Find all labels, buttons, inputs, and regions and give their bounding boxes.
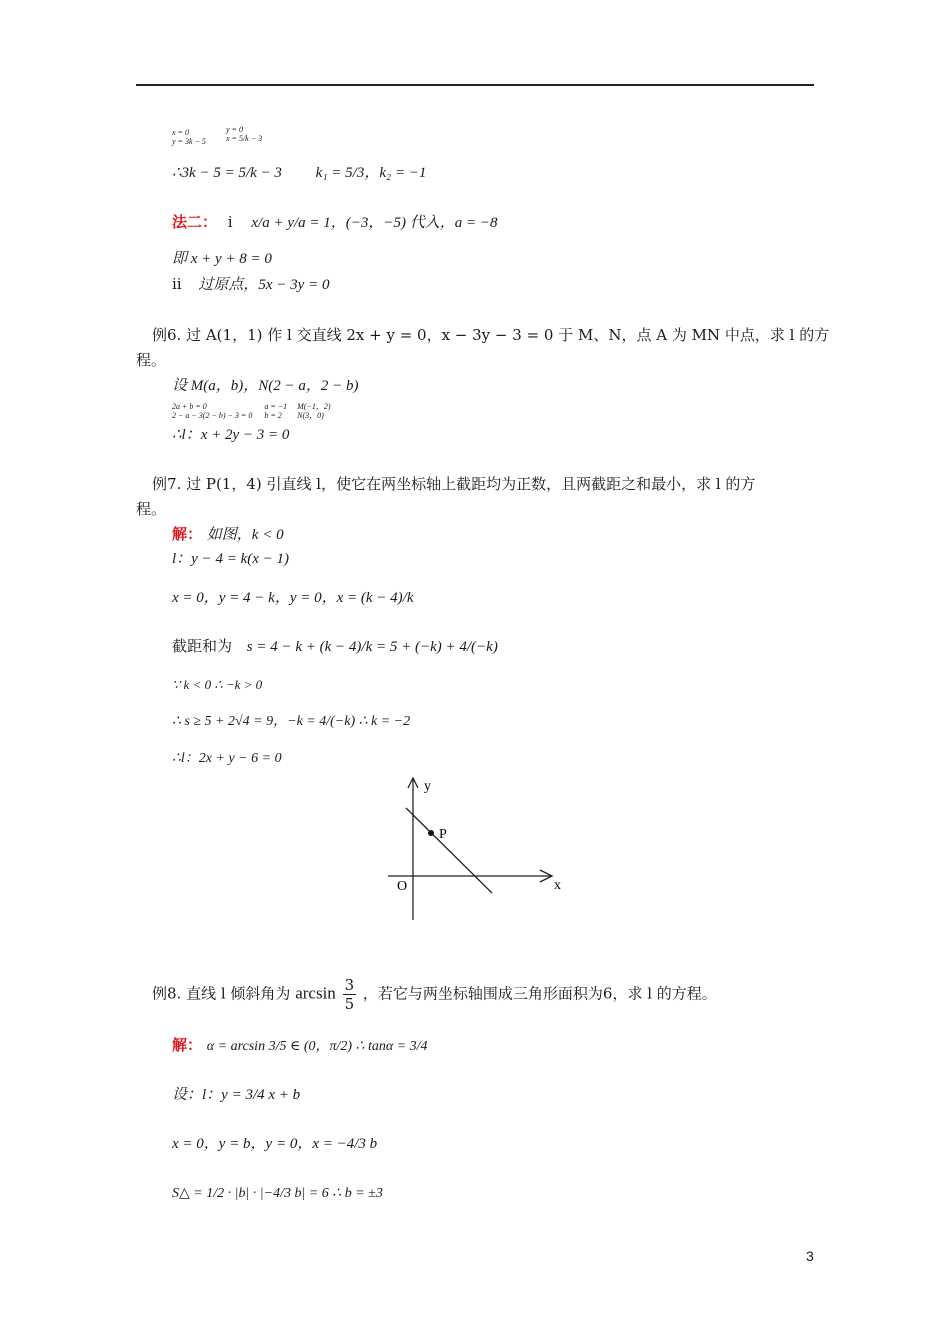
example-8-fraction-den: 5	[344, 995, 355, 1013]
example-6-point-n: N(3，0)	[297, 411, 324, 420]
example-6-title: 例6. 过 A(1，1) 作 l 交直线 2x + y = 0，x − 3y − 3 = 0 于 M、N，点 A 为 MN 中点，求 l 的方	[152, 326, 830, 344]
method-2-item-2-num: ii	[172, 275, 182, 293]
fig-label-y: y	[424, 779, 431, 794]
example-7-solve	[172, 524, 284, 545]
method-2-item-1-text: x/a + y/a = 1，(−3，−5) 代入，a = −8	[251, 215, 498, 231]
example-8-fraction	[343, 976, 357, 1013]
example-7-solve-label: 解：	[172, 525, 203, 543]
system-1-eq-b: y = 3k − 5	[172, 137, 206, 146]
method-2-line-ji: 即 x + y + 8 = 0	[172, 251, 272, 267]
example-7-because: ∵ k < 0 ∴ −k > 0	[172, 677, 263, 692]
system-2	[226, 125, 262, 143]
example-6-set: 设 M(a，b)，N(2 − a，2 − b)	[172, 378, 359, 394]
header-rule	[136, 84, 814, 86]
therefore-equation	[172, 163, 426, 183]
example-8-arcsin: arcsin	[295, 983, 336, 1003]
example-8-area: S△ = 1/2 · |b| · |−4/3 b| = 6 ∴ b = ±3	[172, 1186, 383, 1201]
example-8-fraction-num: 3	[344, 976, 355, 994]
example-8-title	[152, 976, 717, 1013]
example-6-system	[172, 402, 331, 420]
k-roots: k₁ = 5/3，k₂ = −1	[315, 165, 427, 181]
example-8-solve-label: 解：	[172, 1036, 203, 1054]
page-number: 3	[806, 1248, 814, 1264]
example-7-sum-eq: s = 4 − k + (k − 4)/k = 5 + (−k) + 4/(−k)	[246, 639, 498, 655]
fig-label-o: O	[397, 879, 408, 894]
system-2-eq-b: x = 5/k − 3	[226, 134, 263, 143]
method-2-label: 法二：	[172, 213, 218, 231]
example-8-intercepts: x = 0，y = b，y = 0，x = −4/3 b	[172, 1136, 378, 1152]
example-7-inequality: ∴ s ≥ 5 + 2√4 = 9，−k = 4/(−k) ∴ k = −2	[172, 714, 411, 729]
system-1	[172, 128, 206, 146]
example-6-title-cont: 程。	[136, 351, 167, 369]
example-6-sol-a: a = −1	[264, 402, 288, 411]
point-p	[428, 830, 434, 836]
example-8-alpha-line: α = arcsin 3/5 ∈ (0，π/2) ∴ tanα = 3/4	[206, 1039, 428, 1054]
method-2-line	[172, 212, 498, 233]
example-7-sum-label: 截距和为	[172, 637, 233, 655]
line-l	[406, 808, 492, 893]
example-7-line-l: l：y − 4 = k(x − 1)	[172, 551, 289, 567]
example-7-title-cont: 程。	[136, 500, 167, 518]
method-2-item-2	[172, 274, 329, 295]
example-7-sum	[172, 636, 498, 657]
method-2-item-2-text: 过原点，5x − 3y = 0	[198, 277, 330, 293]
fig-label-p: P	[439, 827, 447, 842]
example-7-intercepts: x = 0，y = 4 − k，y = 0，x = (k − 4)/k	[172, 590, 414, 606]
example-7-answer: ∴l：2x + y − 6 = 0	[172, 751, 282, 766]
example-8-title-a: 例8. 直线 l 倾斜角为	[152, 984, 291, 1003]
example-6-point-m: M(−1，2)	[297, 402, 331, 411]
system-1-eq-a: x = 0	[172, 128, 189, 137]
example-6-answer: ∴l：x + 2y − 3 = 0	[172, 427, 290, 443]
example-6-sys-a: 2a + b = 0	[172, 402, 207, 411]
example-7-figure	[380, 770, 570, 925]
example-8-set-line: 设：l：y = 3/4 x + b	[172, 1087, 301, 1103]
example-7-solve-text: 如图，k < 0	[206, 527, 284, 543]
therefore-equation-text: ∴3k − 5 = 5/k − 3	[172, 165, 282, 181]
example-8-alpha	[172, 1035, 428, 1057]
method-2-item-1-num: i	[227, 213, 233, 231]
example-6-sys-b: 2 − a − 3(2 − b) − 3 = 0	[172, 411, 253, 420]
system-2-eq-a: y = 0	[226, 125, 243, 134]
example-6-sol-b: b = 2	[264, 411, 282, 420]
example-7-title: 例7. 过 P(1，4) 引直线 l，使它在两坐标轴上截距均为正数，且两截距之和最小，求 l 的方	[152, 475, 756, 493]
example-8-title-b: ，若它与两坐标轴围成三角形面积为6，求 l 的方程。	[362, 984, 717, 1003]
fig-label-x: x	[554, 878, 561, 893]
